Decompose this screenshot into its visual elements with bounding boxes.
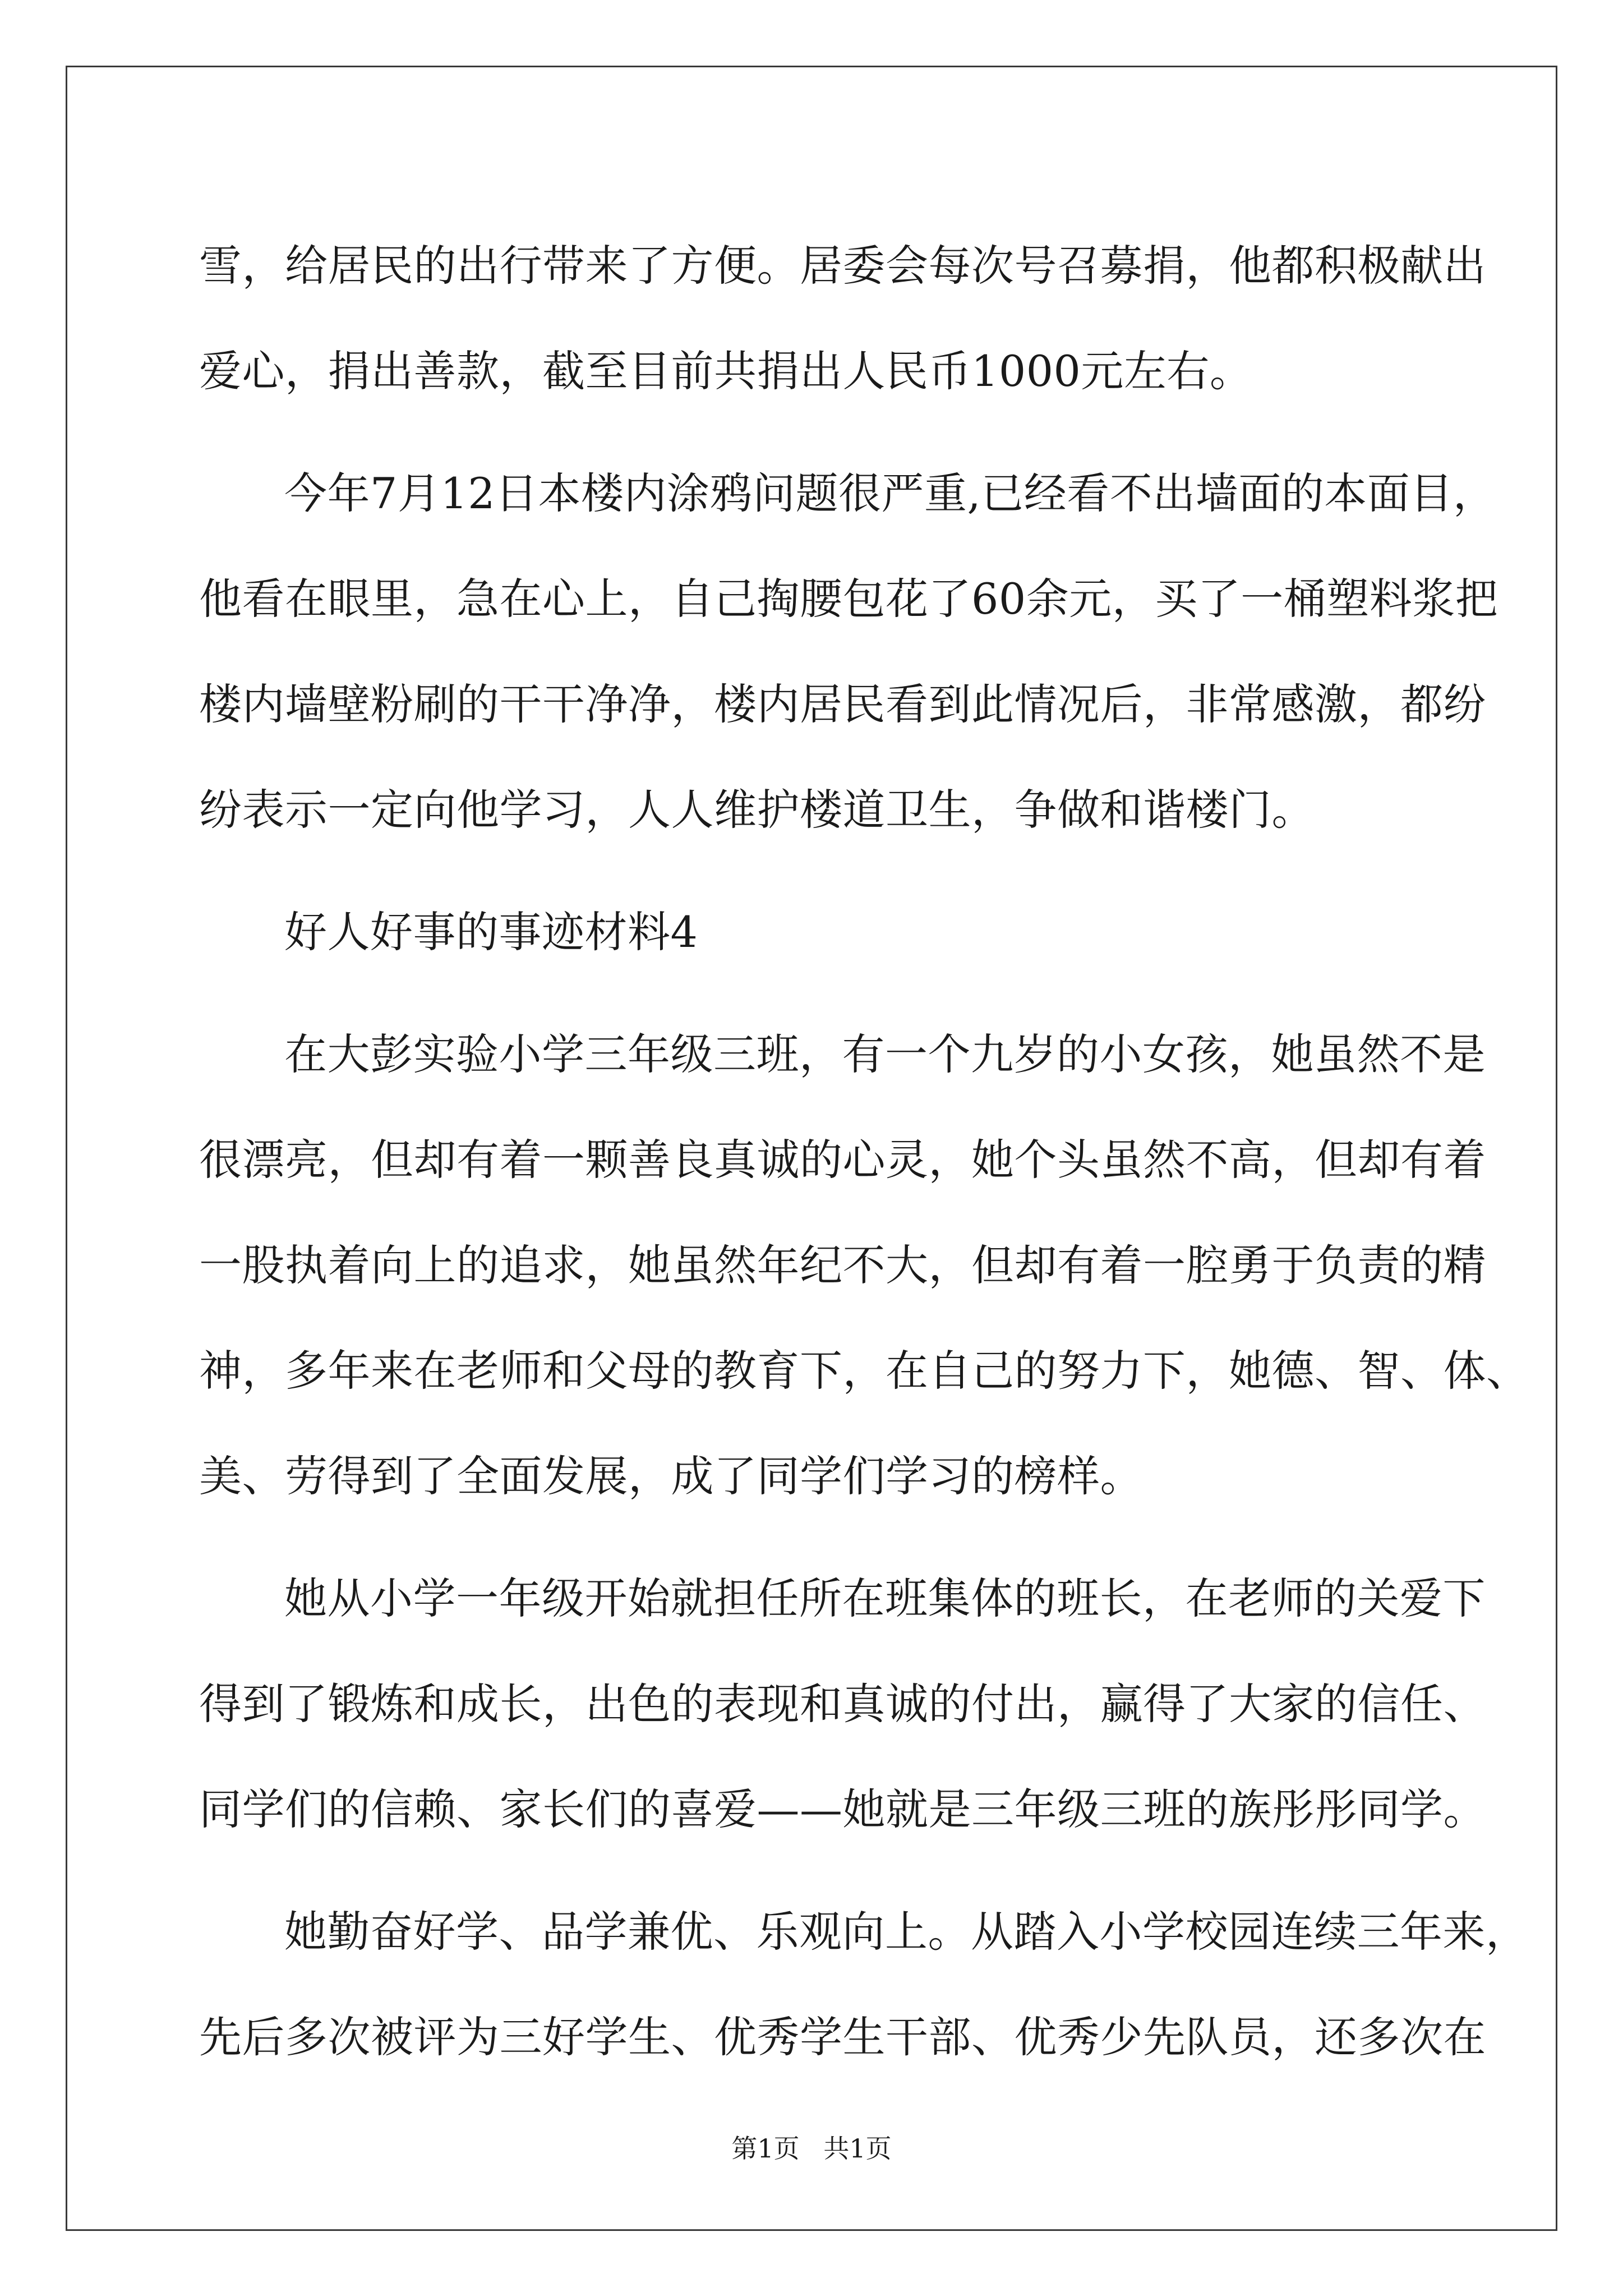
text-line: 在大彭实验小学三年级三班，有一个九岁的小女孩，她虽然不是 [284,1029,1486,1079]
text-line: 她从小学一年级开始就担任所在班集体的班长，在老师的关爱下 [284,1573,1486,1623]
text-line: 同学们的信赖、家长们的喜爱——她就是三年级三班的族彤彤同学。 [199,1784,1486,1834]
page-total: 共1页 [823,2133,892,2164]
text-line: 美、劳得到了全面发展，成了同学们学习的榜样。 [199,1451,1143,1501]
page-footer [0,2132,1623,2165]
document-body [199,213,1529,2090]
text-line: 纷表示一定向他学习，人人维护楼道卫生，争做和谐楼门。 [199,785,1315,835]
text-line: 雪，给居民的出行带来了方便。居委会每次号召募捐，他都积极献出 [199,241,1486,291]
text-line: 楼内墙壁粉刷的干干净净，楼内居民看到此情况后，非常感激，都纷 [199,679,1486,729]
text-line: 爱心，捐出善款，截至目前共捐出人民币1000元左右。 [199,346,1253,396]
page-number: 第1页 [731,2133,800,2164]
section-heading: 好人好事的事迹材料4 [284,907,698,957]
text-line: 很漂亮，但却有着一颗善良真诚的心灵，她个头虽然不高，但却有着 [199,1135,1486,1185]
text-line: 先后多次被评为三好学生、优秀学生干部、优秀少先队员，还多次在 [199,2012,1486,2062]
text-line: 她勤奋好学、品学兼优、乐观向上。从踏入小学校园连续三年来， [284,1907,1529,1957]
text-line: 神，多年来在老师和父母的教育下，在自己的努力下，她德、智、体、 [199,1346,1529,1396]
text-line: 他看在眼里，急在心上，自己掏腰包花了60余元，买了一桶塑料浆把 [199,574,1498,624]
text-line: 一股执着向上的追求，她虽然年纪不大，但却有着一腔勇于负责的精 [199,1240,1486,1290]
text-line: 今年7月12日本楼内涂鸦问题很严重,已经看不出墙面的本面目， [284,468,1496,518]
text-line: 得到了锻炼和成长，出色的表现和真诚的付出，赢得了大家的信任、 [199,1679,1486,1729]
